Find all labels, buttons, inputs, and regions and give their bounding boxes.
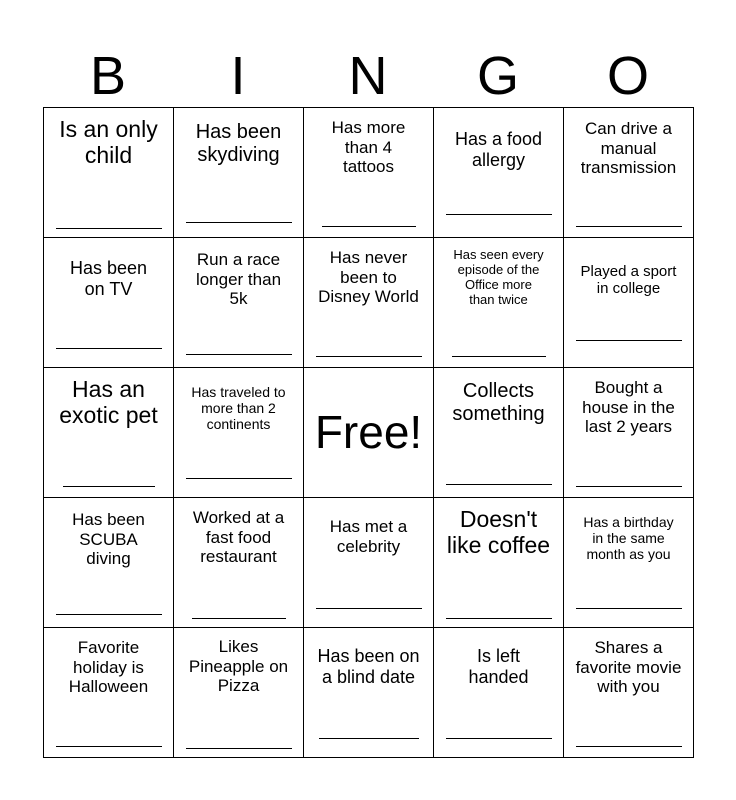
cell-label: Has an exotic pet (59, 376, 158, 429)
cell-label: Has a birthday in the same month as you (583, 514, 674, 563)
header-letter-b: B (89, 46, 127, 106)
bingo-cell-r5-c3[interactable] (304, 628, 434, 758)
bingo-cell-r2-c1[interactable] (44, 238, 174, 368)
header-letter-o: O (606, 46, 649, 106)
bingo-cell-r5-c2[interactable] (174, 628, 304, 758)
cell-label: Is an only child (59, 116, 158, 169)
signature-line (56, 614, 162, 615)
cell-label: Has met a celebrity (329, 517, 408, 556)
free-space-label: Free! (314, 406, 423, 459)
cell-label: Played a sport in college (580, 263, 677, 298)
bingo-cell-r4-c3[interactable] (304, 498, 434, 628)
signature-line (446, 484, 552, 485)
cell-label: Bought a house in the last 2 years (582, 378, 675, 437)
bingo-cell-r5-c1[interactable] (44, 628, 174, 758)
bingo-cell-r3-c4[interactable] (434, 368, 564, 498)
cell-label: Has been SCUBA diving (72, 510, 145, 569)
cell-label: Has more than 4 tattoos (331, 118, 406, 177)
cell-label: Has seen every episode of the Office more than twice (453, 247, 544, 307)
cell-label: Is left handed (468, 646, 529, 687)
bingo-cell-r5-c4[interactable] (434, 628, 564, 758)
signature-line (316, 608, 422, 609)
bingo-cell-r2-c3[interactable] (304, 238, 434, 368)
bingo-cell-r1-c4[interactable] (434, 108, 564, 238)
bingo-cell-r1-c2[interactable] (174, 108, 304, 238)
cell-label: Run a race longer than 5k (195, 250, 282, 309)
bingo-cell-r3-c2[interactable] (174, 368, 304, 498)
bingo-cell-free[interactable] (304, 368, 434, 498)
signature-line (186, 222, 292, 223)
bingo-cell-r1-c5[interactable] (564, 108, 694, 238)
header-letter-n: N (348, 46, 388, 106)
signature-line (56, 746, 162, 747)
signature-line (186, 478, 292, 479)
signature-line (56, 348, 162, 349)
bingo-cell-r1-c3[interactable] (304, 108, 434, 238)
bingo-grid (43, 107, 694, 758)
bingo-cell-r1-c1[interactable] (44, 108, 174, 238)
cell-label: Has a food allergy (454, 129, 543, 170)
signature-line (186, 354, 292, 355)
signature-line (322, 226, 416, 227)
bingo-cell-r4-c4[interactable] (434, 498, 564, 628)
bingo-cell-r5-c5[interactable] (564, 628, 694, 758)
cell-label: Collects something (452, 380, 545, 425)
signature-line (576, 486, 682, 487)
cell-label: Likes Pineapple on Pizza (188, 637, 289, 696)
cell-label: Shares a favorite movie with you (575, 638, 682, 697)
signature-line (576, 226, 682, 227)
bingo-header (43, 44, 693, 108)
cell-label: Has been skydiving (195, 121, 282, 166)
bingo-cell-r4-c2[interactable] (174, 498, 304, 628)
cell-label: Has been on a blind date (317, 646, 420, 687)
cell-label: Can drive a manual transmission (580, 119, 677, 178)
cell-label: Favorite holiday is Halloween (68, 638, 149, 697)
signature-line (316, 356, 422, 357)
bingo-cell-r3-c5[interactable] (564, 368, 694, 498)
signature-line (192, 618, 286, 619)
bingo-cell-r2-c2[interactable] (174, 238, 304, 368)
cell-label: Has been on TV (69, 258, 148, 299)
signature-line (576, 608, 682, 609)
signature-line (319, 738, 419, 739)
bingo-cell-r4-c5[interactable] (564, 498, 694, 628)
bingo-cell-r2-c4[interactable] (434, 238, 564, 368)
cell-label: Has never been to Disney World (318, 248, 419, 307)
bingo-cell-r3-c1[interactable] (44, 368, 174, 498)
signature-line (576, 340, 682, 341)
bingo-cell-r2-c5[interactable] (564, 238, 694, 368)
signature-line (446, 214, 552, 215)
signature-line (56, 228, 162, 229)
signature-line (576, 746, 682, 747)
header-letter-i: I (230, 46, 246, 106)
signature-line (63, 486, 155, 487)
signature-line (446, 738, 552, 739)
bingo-cell-r4-c1[interactable] (44, 498, 174, 628)
signature-line (452, 356, 546, 357)
signature-line (186, 748, 292, 749)
cell-label: Worked at a fast food restaurant (192, 508, 285, 567)
header-letter-g: G (476, 46, 519, 106)
cell-label: Doesn't like coffee (446, 506, 551, 559)
cell-label: Has traveled to more than 2 continents (191, 384, 286, 433)
signature-line (446, 618, 552, 619)
